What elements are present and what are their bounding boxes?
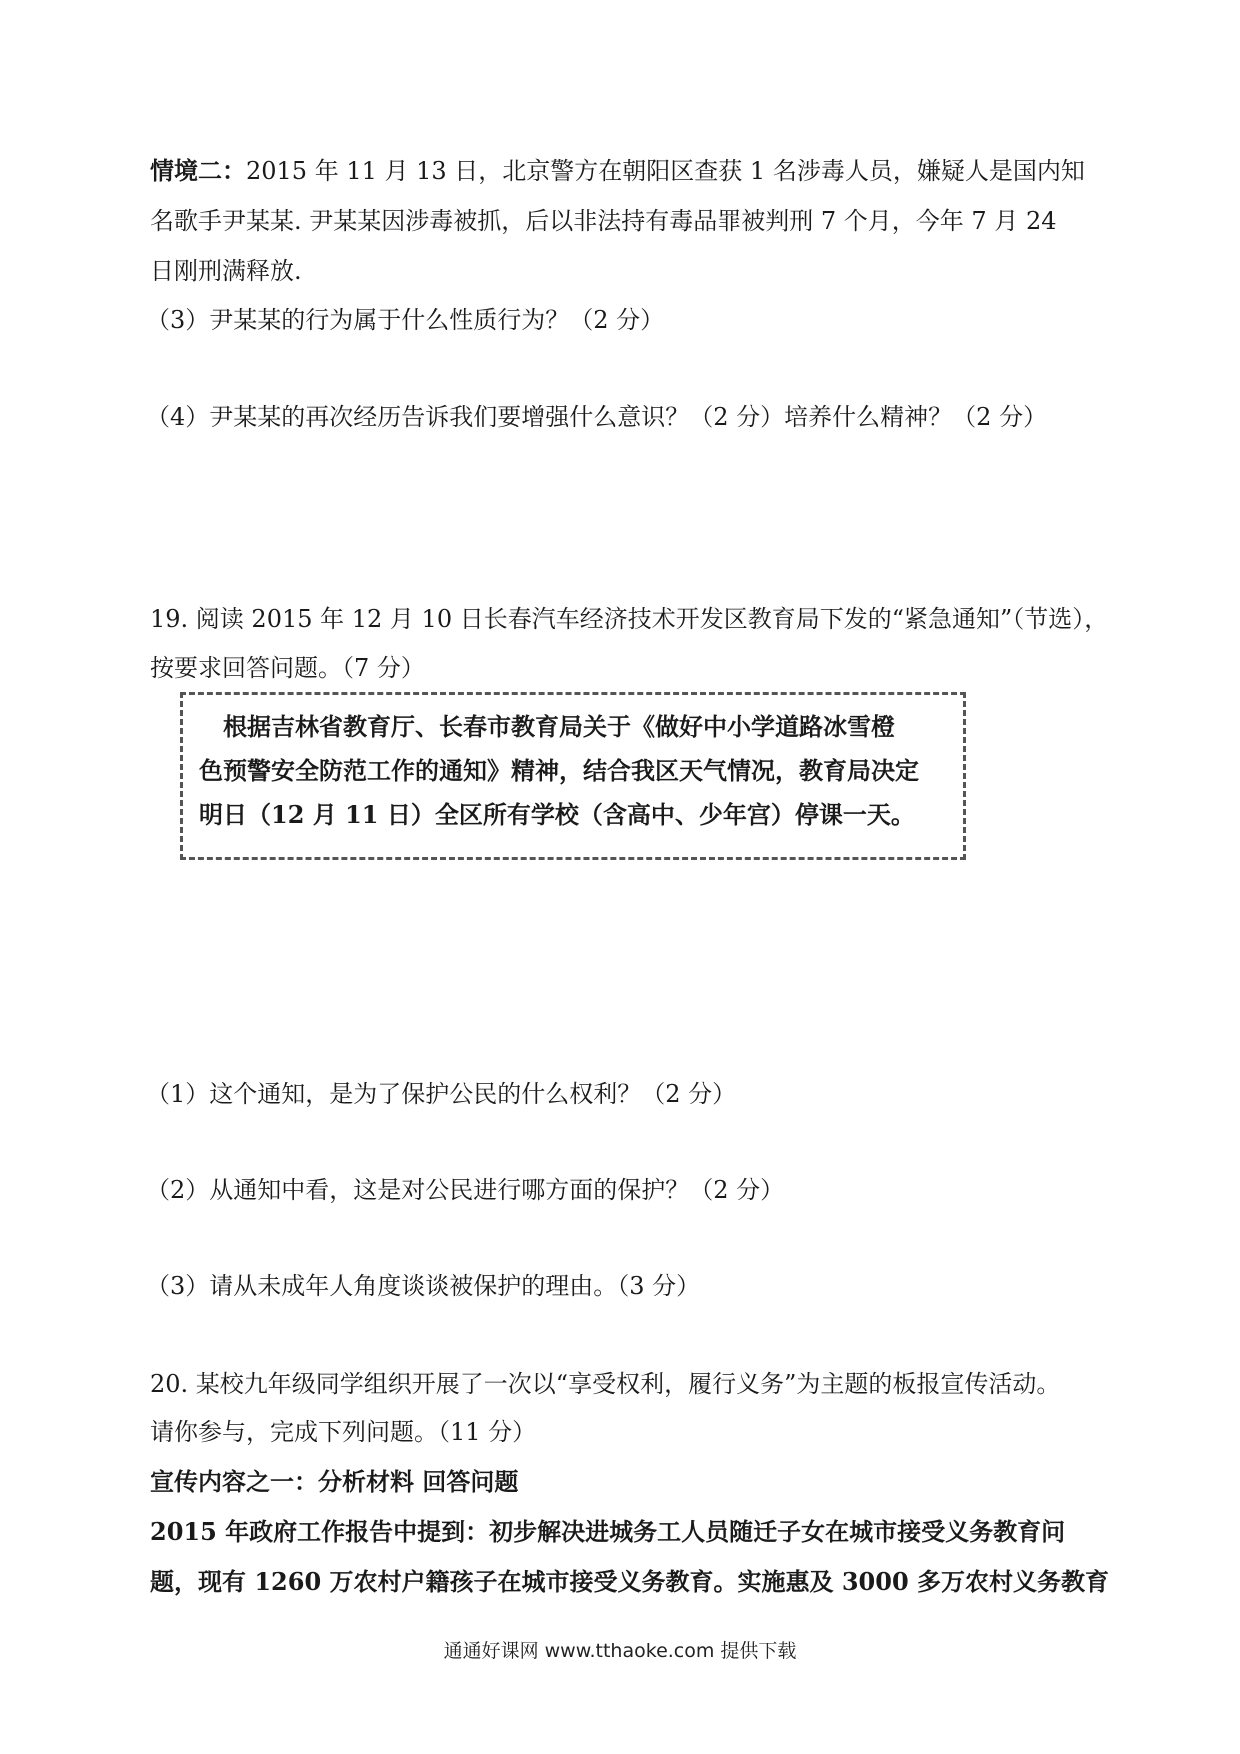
question-20-line-1: 20. 某校九年级同学组织开展了一次以“享受权利，履行义务”为主题的板报宣传活动。 [150,1370,1061,1398]
notice-line: 根据吉林省教育厅、长春市教育局关于《做好中小学道路冰雪橙 [199,712,895,741]
scenario-2-text: 2015 年 11 月 13 日，北京警方在朝阳区查获 1 名涉毒人员，嫌疑人是国内知 [246,157,1085,185]
question-19-2: （2）从通知中看，这是对公民进行哪方面的保护？（2 分） [146,1176,785,1204]
question-18-3: （3）尹某某的行为属于什么性质行为？（2 分） [146,306,665,334]
question-20-material-1: 2015 年政府工作报告中提到：初步解决进城务工人员随迁子女在城市接受义务教育问 [150,1517,1066,1546]
footer-download-note: 通通好课网 www.tthaoke.com 提供下载 [443,1640,797,1662]
scenario-2-line-3: 日刚刑满释放. [150,257,302,285]
notice-line: 色预警安全防范工作的通知》精神，结合我区天气情况，教育局决定 [199,756,919,785]
scenario-2-line-2: 名歌手尹某某. 尹某某因涉毒被抓，后以非法持有毒品罪被判刑 7 个月，今年 7 月 24 [150,207,1057,235]
notice-box [180,692,966,860]
question-19-line-1: 19. 阅读 2015 年 12 月 10 日长春汽车经济技术开发区教育局下发的“紧急通知”（节选）， [150,605,1109,633]
question-20-heading: 宣传内容之一：分析材料 回答问题 [150,1467,519,1496]
question-19-line-2: 按要求回答问题。（7 分） [150,654,425,682]
question-19-3: （3）请从未成年人角度谈谈被保护的理由。（3 分） [146,1272,701,1300]
notice-line: 明日（12 月 11 日）全区所有学校（含高中、少年宫）停课一天。 [199,800,915,829]
scenario-2-label: 情境二： [150,156,246,185]
scenario-2-line-1 [150,155,1085,187]
question-20-material-2: 题，现有 1260 万农村户籍孩子在城市接受义务教育。实施惠及 3000 多万农村义务教育 [150,1567,1110,1596]
question-19-1: （1）这个通知，是为了保护公民的什么权利？（2 分） [146,1080,737,1108]
question-18-4: （4）尹某某的再次经历告诉我们要增强什么意识？（2 分）培养什么精神？（2 分） [146,403,1048,431]
question-20-line-2: 请你参与，完成下列问题。（11 分） [150,1418,537,1446]
